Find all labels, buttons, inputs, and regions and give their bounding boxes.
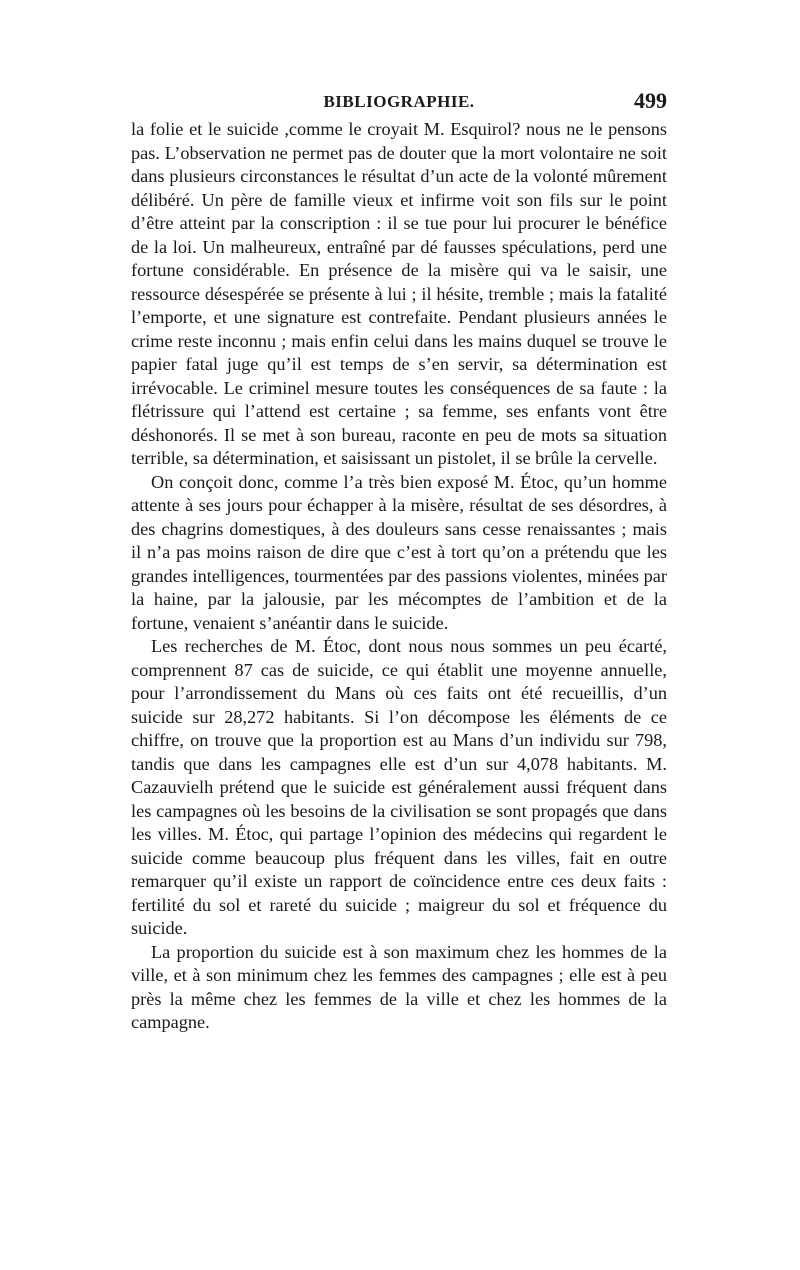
running-head: BIBLIOGRAPHIE.	[323, 92, 475, 111]
page-number: 499	[634, 88, 667, 113]
paragraph-continued: la folie et le suicide ,comme le croyait M. Esquirol? nous ne le pensons pas. L’observation ne permet pas de douter que la mort volontaire ne soit dans plusieurs circonstances le résultat d’un acte de la volonté mûrement délibéré. Un père de famille vieux et infirme voit son fils sur le point d’être atteint par la conscription : il se tue pour lui procurer le bénéfice de la loi. Un malheureux, entraîné par dé fausses spéculations, perd une fortune considérable. En présence de la misère qui va le saisir, une ressource désespérée se présente à lui ; il hésite, tremble ; mais la fatalité l’emporte, et une signature est contrefaite. Pendant plusieurs années le crime reste inconnu ; mais enfin celui dans les mains duquel se trouve le papier fatal juge qu’il est temps de s’en servir, sa détermination est irrévocable. Le criminel mesure toutes les conséquences de sa faute : la flétrissure qui l’attend est certaine ; sa femme, ses enfants vont être déshonorés. Il se met à son bureau, raconte en peu de mots sa situation terrible, sa détermination, et saisissant un pistolet, il se brûle la cervelle.	[131, 119, 667, 468]
body-text	[131, 118, 667, 1035]
paragraph: On conçoit donc, comme l’a très bien exposé M. Étoc, qu’un homme attente à ses jours pour échapper à la misère, résultat de ses désordres, à des chagrins domestiques, à des douleurs sans cesse renaissantes ; mais il n’a pas moins raison de dire que c’est à tort qu’on a prétendu que les grandes intelligences, tourmentées par des passions violentes, minées par la haine, par la jalousie, par les mécomptes de l’ambition et de la fortune, venaient s’anéantir dans le suicide.	[131, 471, 667, 633]
page-header	[131, 88, 667, 118]
paragraph: La proportion du suicide est à son maximum chez les hommes de la ville, et à son minimum chez les femmes des campagnes ; elle est à peu près la même chez les femmes de la ville et chez les hommes de la campagne.	[131, 941, 667, 1032]
paragraph: Les recherches de M. Étoc, dont nous nous sommes un peu écarté, comprennent 87 cas de suicide, ce qui établit une moyenne annuelle, pour l’arrondissement du Mans où ces faits ont été recueillis, d’un suicide sur 28,272 habitants. Si l’on décompose les éléments de ce chiffre, on trouve que la proportion est au Mans d’un individu sur 798, tandis que dans les campagnes elle est d’un sur 4,078 habitants. M. Cazauvielh prétend que le suicide est généralement aussi fréquent dans les campagnes où les besoins de la civilisation se sont propagés que dans les villes. M. Étoc, qui partage l’opinion des médecins qui regardent le suicide comme beaucoup plus fréquent dans les villes, fait en outre remarquer qu’il existe un rapport de coïncidence entre ces deux faits : fertilité du sol et rareté du suicide ; maigreur du sol et fréquence du suicide.	[131, 636, 667, 938]
